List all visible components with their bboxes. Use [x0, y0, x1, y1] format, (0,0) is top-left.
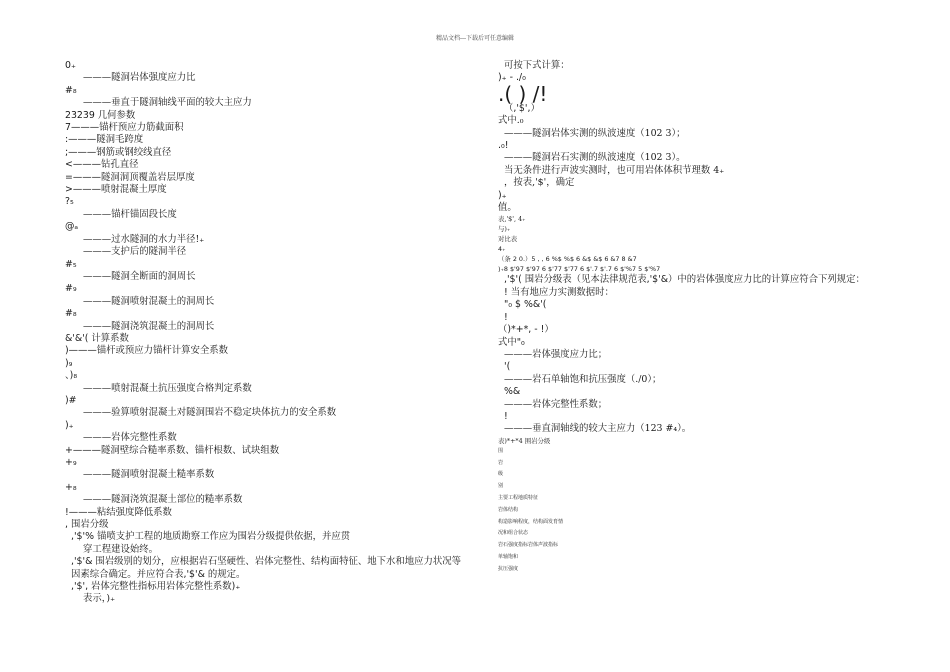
right-column-line: 值。 [498, 202, 517, 214]
right-column-line: ———垂直洞轴线的较大主应力（123 #₄）。 [504, 423, 692, 435]
right-column-line: .( ) /! [498, 81, 548, 106]
right-column-line: ! [504, 410, 508, 422]
right-column-line: 级 [498, 471, 504, 478]
right-column-line: 表,'$', 4₊ [498, 215, 526, 224]
left-column-line: ,'$'% 锚喷支护工程的地质勘察工作应为围岩分级提供依据，并应贯 [71, 531, 351, 543]
right-column-line: 抗压强度 [498, 565, 519, 572]
left-column-line: #₈ [65, 308, 77, 320]
left-column-line: <———钻孔直径 [65, 159, 139, 171]
right-column-line: 岩体结构 [498, 506, 519, 513]
left-column-line: )₊ [65, 419, 74, 431]
right-column-line: 单轴饱和 [498, 553, 519, 560]
left-column-line: ———锚杆锚固段长度 [83, 208, 177, 220]
right-column-line: ———岩体强度应力比； [504, 348, 608, 360]
right-column-line: ———岩石单轴饱和抗压强度（./0）； [504, 373, 662, 385]
right-column-line: ———岩体完整性系数； [504, 398, 608, 410]
right-column-line: 岩石强度指标岩体声波指标 [498, 542, 559, 549]
left-column-line: )———锚杆或预应力锚杆计算安全系数 [65, 345, 229, 357]
right-column-line: 式中.₀ [498, 115, 524, 127]
right-column-line: 表)*+*4 围岩分级 [498, 436, 551, 445]
right-column-line: 4₊ [498, 245, 506, 254]
left-column-line: ?₅ [65, 196, 74, 208]
right-column-line: ,'$'( 围岩分级表（见本法律规范表,'$'&）中的岩体强度应力比的计算应符合下列规定： [504, 274, 865, 286]
left-column-line: 7———锚杆预应力筋截面积 [65, 122, 184, 134]
right-column-line: ! 当有地应力实测数据时： [504, 286, 614, 298]
right-column [498, 60, 928, 576]
right-column-line: "₀ $ %&'( [504, 299, 547, 311]
left-column-line: ———隧洞浇筑混凝土部位的糙率系数 [83, 494, 243, 506]
left-column-line: ———岩体完整性系数 [83, 432, 177, 444]
right-column-line: %& [504, 386, 521, 398]
right-column-line: 况和组合状态 [498, 530, 529, 537]
left-column-line: , 围岩分级 [65, 519, 109, 531]
left-column-line: ———隧洞浇筑混凝土的洞周长 [83, 320, 215, 332]
right-column-line: 围 [498, 447, 504, 454]
left-column-line: ———隧洞喷射混凝土糙率系数 [83, 469, 215, 481]
right-column-line: )₊ [498, 189, 507, 201]
left-column-line: !———粘结强度降低系数 [65, 506, 172, 518]
right-column-line: 别 [498, 483, 504, 490]
left-column-line: +———隧洞壁综合糙率系数、锚杆根数、试块组数 [65, 444, 280, 456]
left-column-line: 0₊ [65, 60, 76, 71]
left-column-line: :———隧洞毛跨度 [65, 134, 144, 146]
right-column-line: 当无条件进行声波实测时，也可用岩体体积节理数 4₊ [504, 164, 725, 176]
right-column-line: ———隧洞岩体实测的纵波速度（102 3）； [504, 127, 686, 139]
left-column-line: #₉ [65, 283, 77, 295]
right-column-line: （)*+*, - !） [498, 324, 554, 336]
left-column-line: ;———钢筋或钢绞线直径 [65, 146, 172, 158]
right-column-line: （条 2 0.）5 , , 6 %$ %$ 6 &$ &$ 6 &7 8 &7 [498, 255, 637, 264]
left-column-line: ———验算喷射混凝土对隧洞围岩不稳定块体抗力的安全系数 [83, 407, 337, 419]
left-column-line: #₅ [65, 258, 77, 270]
left-column-line: ———喷射混凝土抗压强度合格判定系数 [83, 382, 252, 394]
left-column-line: ———支护后的隧洞半径 [83, 246, 187, 258]
left-column-line: ———隧洞岩体强度应力比 [83, 72, 196, 84]
left-column-line: ———隧洞全断面的洞周长 [83, 270, 196, 282]
right-column-line: 式中"₀ [498, 336, 525, 348]
right-column-line: )₊8 $'97 $'97 6 $'77 $'77 6 $'.7 $'.7 6 $'%7 5 $'%7 [498, 265, 661, 274]
left-column-line: ———过水隧洞的水力半径!₊ [83, 233, 205, 245]
right-column-line: ! [504, 311, 508, 323]
right-column-line: 可按下式计算： [504, 60, 570, 71]
left-column-line: 穿工程建设始终。 [83, 543, 159, 555]
left-column-line: ,'$', 岩体完整性指标用岩体完整性系数)₊ [71, 581, 241, 593]
left-column-line: 、)₈ [65, 370, 78, 382]
right-column-line: .₀! [498, 140, 509, 152]
left-column-line: >———喷射混凝土厚度 [65, 184, 167, 196]
right-column-line: '( [504, 361, 511, 373]
right-column-line: 主要工程地质特征 [498, 494, 539, 501]
right-column-line: ，按表,'$'，确定 [504, 177, 575, 189]
left-column-line: @ₐ [65, 221, 79, 233]
right-column-line: （,'$',） [504, 102, 540, 114]
left-column-line: )# [65, 394, 77, 406]
page-header: 精品文档---下载后可任意编辑 [435, 35, 515, 42]
left-column-line: =———隧洞洞顶覆盖岩层厚度 [65, 171, 195, 183]
left-column [65, 60, 465, 606]
left-column-line: +₉ [65, 457, 77, 468]
left-column-line: #₈ [65, 84, 77, 96]
right-column-line: 岩 [498, 459, 504, 466]
left-column-line: &'&'( 计算系数 [65, 332, 129, 344]
right-column-line: )₊ - ./₀ [498, 72, 526, 84]
right-column-line: ———隧洞岩石实测的纵波速度（102 3）。 [504, 152, 686, 164]
right-column-line: 与)₊ [498, 225, 511, 234]
left-column-line: 23239 几何参数 [65, 109, 136, 121]
left-column-line: ,'$'& 围岩级别的划分，应根据岩石坚硬性、岩体完整性、结构面特征、地下水和地应力状况等因素综合确定。并应符合表,'$'& 的规定。 [71, 556, 462, 580]
left-column-line: ———隧洞喷射混凝土的洞周长 [83, 295, 215, 307]
left-column-line: 表示，)₊ [83, 593, 116, 605]
left-column-line: )₉ [65, 357, 73, 369]
right-column-line: 对比表 [498, 235, 518, 244]
right-column-line: 构造影响程度，结构面发育情 [498, 518, 564, 525]
left-column-line: +₈ [65, 481, 77, 493]
left-column-line: ———垂直于隧洞轴线平面的较大主应力 [83, 97, 252, 109]
